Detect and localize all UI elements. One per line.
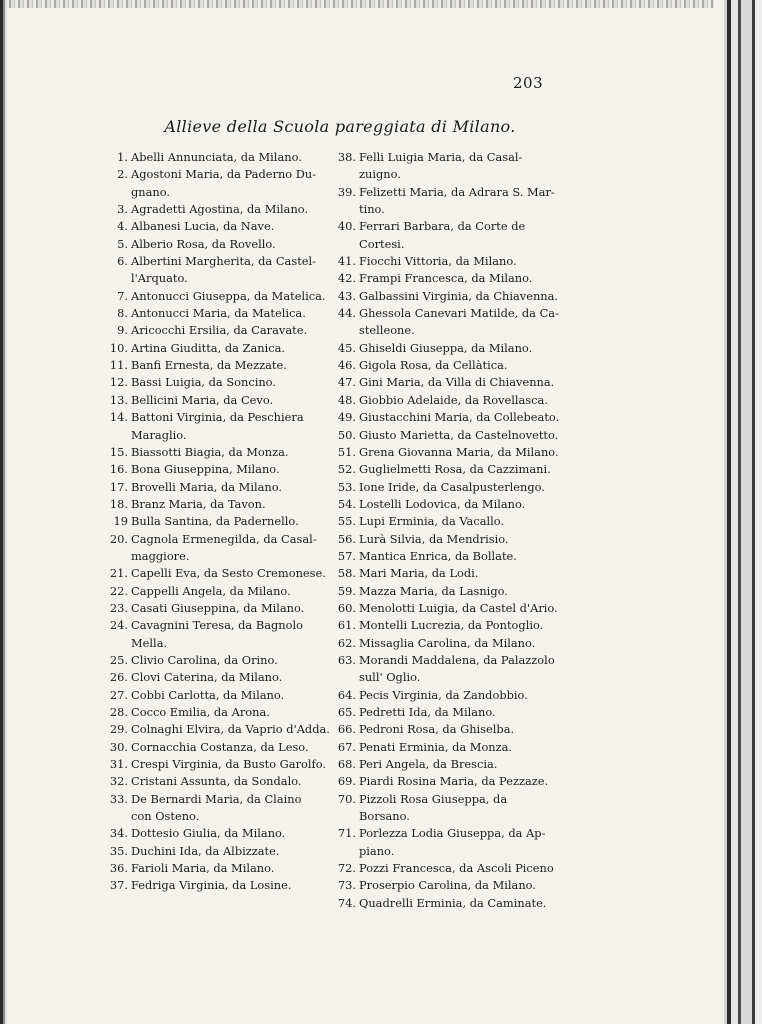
entry-number: 16. bbox=[109, 462, 128, 477]
entry-text: Giustacchini Maria, da Collebeato. bbox=[359, 410, 560, 425]
entry-text: Giusto Marietta, da Castelnovetto. bbox=[359, 427, 559, 442]
list-item bbox=[108, 479, 330, 496]
entry-text: Gigola Rosa, da Cellàtica. bbox=[359, 358, 508, 373]
entry-number: 8. bbox=[117, 306, 128, 321]
entry-text: Cornacchia Costanza, da Leso. bbox=[131, 739, 309, 754]
list-item bbox=[336, 739, 560, 756]
entry-number: 38. bbox=[337, 150, 356, 164]
entry-text: Dottesio Giulia, da Milano. bbox=[131, 826, 286, 841]
entry-text: Clivio Carolina, da Orino. bbox=[131, 652, 278, 667]
entry-number: 40. bbox=[337, 219, 356, 234]
entry-text: Cappelli Angela, da Milano. bbox=[131, 583, 291, 598]
entry-number: 70. bbox=[337, 791, 356, 806]
entry-text: Montelli Lucrezia, da Pontoglio. bbox=[359, 618, 544, 633]
entry-text: Fiocchi Vittoria, da Milano. bbox=[359, 254, 517, 269]
entry-text: Clovi Caterina, da Milano. bbox=[131, 670, 283, 685]
entry-number: 28. bbox=[109, 705, 128, 719]
list-item bbox=[336, 357, 560, 374]
entry-number: 73. bbox=[337, 878, 356, 893]
list-item bbox=[336, 791, 560, 826]
list-item bbox=[336, 704, 560, 721]
list-item bbox=[108, 617, 330, 652]
entry-text: Pecis Virginia, da Zandobbio. bbox=[359, 687, 528, 702]
entry-text: Penati Erminia, da Monza. bbox=[359, 739, 513, 754]
list-item bbox=[336, 687, 560, 704]
entry-text: Giobbio Adelaide, da Rovellasca. bbox=[359, 392, 548, 407]
entry-text: Antonucci Giuseppa, da Matelica. bbox=[131, 288, 326, 303]
entry-number: 44. bbox=[337, 306, 356, 321]
entry-number: 22. bbox=[109, 583, 128, 598]
entry-number: 35. bbox=[109, 843, 128, 858]
entry-number: 5. bbox=[117, 236, 128, 251]
entry-number: 64. bbox=[337, 687, 356, 702]
list-item bbox=[108, 773, 330, 790]
entry-text: Ghiseldi Giuseppa, da Milano. bbox=[359, 340, 533, 355]
list-item bbox=[336, 479, 560, 496]
list-item bbox=[336, 496, 560, 513]
entry-number: 2. bbox=[117, 167, 128, 182]
entry-number: 27. bbox=[109, 687, 128, 702]
list-item bbox=[108, 461, 330, 478]
list-item bbox=[336, 340, 560, 357]
entry-number: 55. bbox=[337, 514, 356, 529]
entry-number: 21. bbox=[109, 566, 128, 581]
entry-number: 26. bbox=[109, 670, 128, 685]
entry-text: Mazza Maria, da Lasnigo. bbox=[359, 583, 508, 598]
list-item bbox=[336, 617, 560, 634]
entry-number: 3. bbox=[117, 202, 128, 217]
entry-text: Frampi Francesca, da Milano. bbox=[359, 271, 533, 286]
list-item bbox=[336, 253, 560, 270]
entry-text: Cagnola Ermenegilda, da Casal- maggiore. bbox=[131, 531, 317, 563]
entry-number: 45. bbox=[337, 340, 356, 355]
entry-text: Pizzoli Rosa Giuseppa, da Borsano. bbox=[359, 791, 508, 824]
entry-number: 39. bbox=[337, 184, 356, 199]
list-item bbox=[336, 218, 560, 253]
entry-text: Duchini Ida, da Albizzate. bbox=[131, 843, 280, 858]
list-item bbox=[108, 739, 330, 756]
entry-number: 46. bbox=[337, 358, 356, 373]
entry-number: 6. bbox=[117, 254, 128, 269]
book-binding-edge bbox=[714, 0, 762, 1024]
list-item bbox=[108, 843, 330, 860]
list-item bbox=[336, 513, 560, 530]
entry-text: Cocco Emilia, da Arona. bbox=[131, 705, 270, 719]
list-item bbox=[336, 756, 560, 773]
list-item bbox=[108, 305, 330, 322]
entry-number: 60. bbox=[337, 600, 356, 615]
entry-number: 51. bbox=[337, 444, 356, 459]
entry-text: Felli Luigia Maria, da Casal- zuigno. bbox=[359, 150, 523, 182]
entry-number: 67. bbox=[337, 739, 356, 754]
entry-text: Quadrelli Erminia, da Caminate. bbox=[359, 895, 547, 910]
entry-number: 11. bbox=[109, 358, 128, 373]
list-item bbox=[336, 773, 560, 790]
scan-top-edge bbox=[0, 0, 762, 8]
entry-number: 68. bbox=[337, 757, 356, 772]
list-item bbox=[336, 877, 560, 894]
entry-text: Albanesi Lucia, da Nave. bbox=[131, 219, 275, 234]
entry-text: Felizetti Maria, da Adrara S. Mar- tino. bbox=[359, 184, 555, 217]
entry-number: 50. bbox=[337, 427, 356, 442]
list-item bbox=[108, 322, 330, 339]
entry-text: Colnaghi Elvira, da Vaprio d'Adda. bbox=[131, 722, 330, 737]
entry-text: Farioli Maria, da Milano. bbox=[131, 861, 275, 876]
entry-number: 4. bbox=[117, 219, 128, 234]
entry-text: Lupi Erminia, da Vacallo. bbox=[359, 514, 505, 529]
list-item bbox=[108, 444, 330, 461]
entry-text: Brovelli Maria, da Milano. bbox=[131, 479, 283, 494]
list-item bbox=[336, 409, 560, 426]
list-item bbox=[108, 496, 330, 513]
entry-number: 34. bbox=[109, 826, 128, 841]
entry-text: Piardi Rosina Maria, da Pezzaze. bbox=[359, 774, 549, 789]
list-item bbox=[108, 669, 330, 686]
list-item bbox=[336, 860, 560, 877]
list-item bbox=[336, 149, 560, 184]
list-item bbox=[108, 860, 330, 877]
entry-text: Cavagnini Teresa, da Bagnolo Mella. bbox=[131, 618, 303, 650]
entry-number: 1. bbox=[117, 150, 128, 164]
entry-number: 53. bbox=[337, 479, 356, 494]
list-item bbox=[108, 704, 330, 721]
entry-text: Bellicini Maria, da Cevo. bbox=[131, 392, 274, 407]
entry-text: Cobbi Carlotta, da Milano. bbox=[131, 687, 285, 702]
list-item bbox=[108, 877, 330, 894]
entry-number: 42. bbox=[337, 271, 356, 286]
entry-text: Artina Giuditta, da Zanica. bbox=[131, 340, 286, 355]
list-item bbox=[108, 825, 330, 842]
entry-number: 15. bbox=[109, 444, 128, 459]
entry-number: 61. bbox=[337, 618, 356, 633]
entry-text: Guglielmetti Rosa, da Cazzimani. bbox=[359, 462, 551, 477]
entry-text: Lurà Silvia, da Mendrisio. bbox=[359, 531, 509, 546]
entry-text: Missaglia Carolina, da Milano. bbox=[359, 635, 536, 650]
list-item bbox=[108, 583, 330, 600]
entry-number: 49. bbox=[337, 410, 356, 425]
list-item bbox=[336, 721, 560, 738]
entry-number: 58. bbox=[337, 566, 356, 581]
entry-number: 31. bbox=[109, 757, 128, 772]
entry-text: Antonucci Maria, da Matelica. bbox=[131, 306, 306, 321]
entry-text: Bassi Luigia, da Soncino. bbox=[131, 375, 276, 390]
entry-text: Grena Giovanna Maria, da Milano. bbox=[359, 444, 559, 459]
list-item bbox=[336, 635, 560, 652]
entry-text: Branz Maria, da Tavon. bbox=[131, 496, 266, 511]
entry-number: 47. bbox=[337, 375, 356, 390]
entry-number: 19 bbox=[113, 514, 128, 529]
entry-text: Ghessola Canevari Matilde, da Ca- stelleone. bbox=[359, 306, 559, 338]
entry-number: 10. bbox=[109, 340, 128, 355]
entry-number: 33. bbox=[109, 791, 128, 806]
list-item bbox=[336, 895, 560, 912]
entry-text: Pedroni Rosa, da Ghiselba. bbox=[359, 722, 515, 737]
entry-text: Porlezza Lodia Giuseppa, da Ap- piano. bbox=[359, 826, 546, 858]
list-item bbox=[108, 687, 330, 704]
entry-text: Fedriga Virginia, da Losine. bbox=[131, 878, 292, 893]
entry-number: 41. bbox=[337, 254, 356, 269]
list-item bbox=[336, 305, 560, 340]
entry-number: 14. bbox=[109, 410, 128, 425]
list-item bbox=[336, 652, 560, 687]
left-column bbox=[108, 149, 330, 895]
entry-number: 17. bbox=[109, 479, 128, 494]
entry-number: 9. bbox=[117, 323, 128, 338]
entry-text: Albertini Margherita, da Castel- l'Arquato. bbox=[131, 254, 316, 286]
entry-text: Alberio Rosa, da Rovello. bbox=[131, 236, 276, 251]
entry-number: 36. bbox=[109, 861, 128, 876]
list-item bbox=[108, 340, 330, 357]
entry-text: Proserpio Carolina, da Milano. bbox=[359, 878, 536, 893]
entry-number: 52. bbox=[337, 462, 356, 477]
entry-text: Capelli Eva, da Sesto Cremonese. bbox=[131, 566, 326, 581]
entry-number: 66. bbox=[337, 722, 356, 737]
entry-text: Banfi Ernesta, da Mezzate. bbox=[131, 358, 287, 373]
entry-number: 62. bbox=[337, 635, 356, 650]
list-item bbox=[336, 461, 560, 478]
list-item bbox=[108, 374, 330, 391]
entry-number: 43. bbox=[337, 288, 356, 303]
entry-number: 57. bbox=[337, 548, 356, 563]
list-item bbox=[108, 149, 330, 166]
entry-text: Aricocchi Ersilia, da Caravate. bbox=[131, 323, 308, 338]
list-item bbox=[336, 583, 560, 600]
list-item bbox=[108, 253, 330, 288]
entry-number: 65. bbox=[337, 705, 356, 719]
entry-text: Morandi Maddalena, da Palazzolo sull' Oglio. bbox=[359, 652, 555, 685]
list-item bbox=[108, 288, 330, 305]
list-item bbox=[336, 444, 560, 461]
entry-text: Abelli Annunciata, da Milano. bbox=[131, 150, 302, 164]
entry-number: 25. bbox=[109, 652, 128, 667]
entry-text: Agradetti Agostina, da Milano. bbox=[131, 202, 309, 217]
entry-text: Pedretti Ida, da Milano. bbox=[359, 705, 496, 719]
entry-number: 7. bbox=[117, 288, 128, 303]
entry-text: Mari Maria, da Lodi. bbox=[359, 566, 479, 581]
list-item bbox=[108, 201, 330, 218]
list-item bbox=[108, 357, 330, 374]
list-item bbox=[108, 791, 330, 826]
entry-number: 69. bbox=[337, 774, 356, 789]
entry-text: Lostelli Lodovica, da Milano. bbox=[359, 496, 526, 511]
entry-number: 24. bbox=[109, 618, 128, 633]
page-title: Allieve della Scuola pareggiata di Milano. bbox=[164, 117, 516, 136]
scan-left-edge bbox=[0, 0, 7, 1024]
list-item bbox=[108, 218, 330, 235]
list-item bbox=[336, 374, 560, 391]
list-item bbox=[336, 184, 560, 219]
entry-text: Mantica Enrica, da Bollate. bbox=[359, 548, 517, 563]
entry-text: Peri Angela, da Brescia. bbox=[359, 757, 498, 772]
list-item bbox=[108, 652, 330, 669]
entry-text: Agostoni Maria, da Paderno Du- gnano. bbox=[131, 167, 317, 199]
entry-text: Ione Iride, da Casalpusterlengo. bbox=[359, 479, 545, 494]
entry-text: Galbassini Virginia, da Chiavenna. bbox=[359, 288, 559, 303]
entry-number: 37. bbox=[109, 878, 128, 893]
list-item bbox=[336, 531, 560, 548]
list-item bbox=[336, 270, 560, 287]
list-item bbox=[108, 513, 330, 530]
entry-number: 20. bbox=[109, 531, 128, 546]
entry-number: 71. bbox=[337, 826, 356, 841]
entry-number: 18. bbox=[109, 496, 128, 511]
list-item bbox=[108, 721, 330, 738]
entry-text: Biassotti Biagia, da Monza. bbox=[131, 444, 289, 459]
list-item bbox=[108, 166, 330, 201]
list-item bbox=[336, 548, 560, 565]
entry-number: 30. bbox=[109, 739, 128, 754]
entry-number: 72. bbox=[337, 861, 356, 876]
entry-text: Menolotti Luigia, da Castel d'Ario. bbox=[359, 600, 558, 615]
right-column bbox=[336, 149, 560, 912]
entry-number: 48. bbox=[337, 392, 356, 407]
list-item bbox=[108, 409, 330, 444]
list-item bbox=[108, 756, 330, 773]
entry-number: 54. bbox=[337, 496, 356, 511]
entry-number: 32. bbox=[109, 774, 128, 789]
entry-number: 59. bbox=[337, 583, 356, 598]
entry-text: Casati Giuseppina, da Milano. bbox=[131, 600, 305, 615]
entry-text: Pozzi Francesca, da Ascoli Piceno bbox=[359, 861, 554, 876]
entry-number: 74. bbox=[337, 895, 356, 910]
entry-text: Ferrari Barbara, da Corte de Cortesi. bbox=[359, 219, 526, 251]
entry-text: Cristani Assunta, da Sondalo. bbox=[131, 774, 302, 789]
entry-text: Bulla Santina, da Padernello. bbox=[131, 514, 299, 529]
entry-number: 63. bbox=[337, 652, 356, 667]
entry-number: 23. bbox=[109, 600, 128, 615]
list-item bbox=[108, 392, 330, 409]
list-item bbox=[336, 392, 560, 409]
list-item bbox=[336, 427, 560, 444]
entry-text: De Bernardi Maria, da Claino con Osteno. bbox=[131, 791, 302, 824]
entry-text: Battoni Virginia, da Peschiera Maraglio. bbox=[131, 410, 304, 442]
entry-text: Bona Giuseppina, Milano. bbox=[131, 462, 280, 477]
entry-text: Crespi Virginia, da Busto Garolfo. bbox=[131, 757, 327, 772]
list-item bbox=[108, 531, 330, 566]
list-item bbox=[336, 825, 560, 860]
list-item bbox=[336, 565, 560, 582]
entry-number: 56. bbox=[337, 531, 356, 546]
list-item bbox=[108, 236, 330, 253]
page-number: 203 bbox=[513, 74, 544, 92]
list-item bbox=[336, 288, 560, 305]
entry-number: 29. bbox=[109, 722, 128, 737]
entry-number: 13. bbox=[109, 392, 128, 407]
entry-text: Gini Maria, da Villa di Chiavenna. bbox=[359, 375, 555, 390]
list-item bbox=[336, 600, 560, 617]
entry-number: 12. bbox=[109, 375, 128, 390]
list-item bbox=[108, 600, 330, 617]
list-item bbox=[108, 565, 330, 582]
